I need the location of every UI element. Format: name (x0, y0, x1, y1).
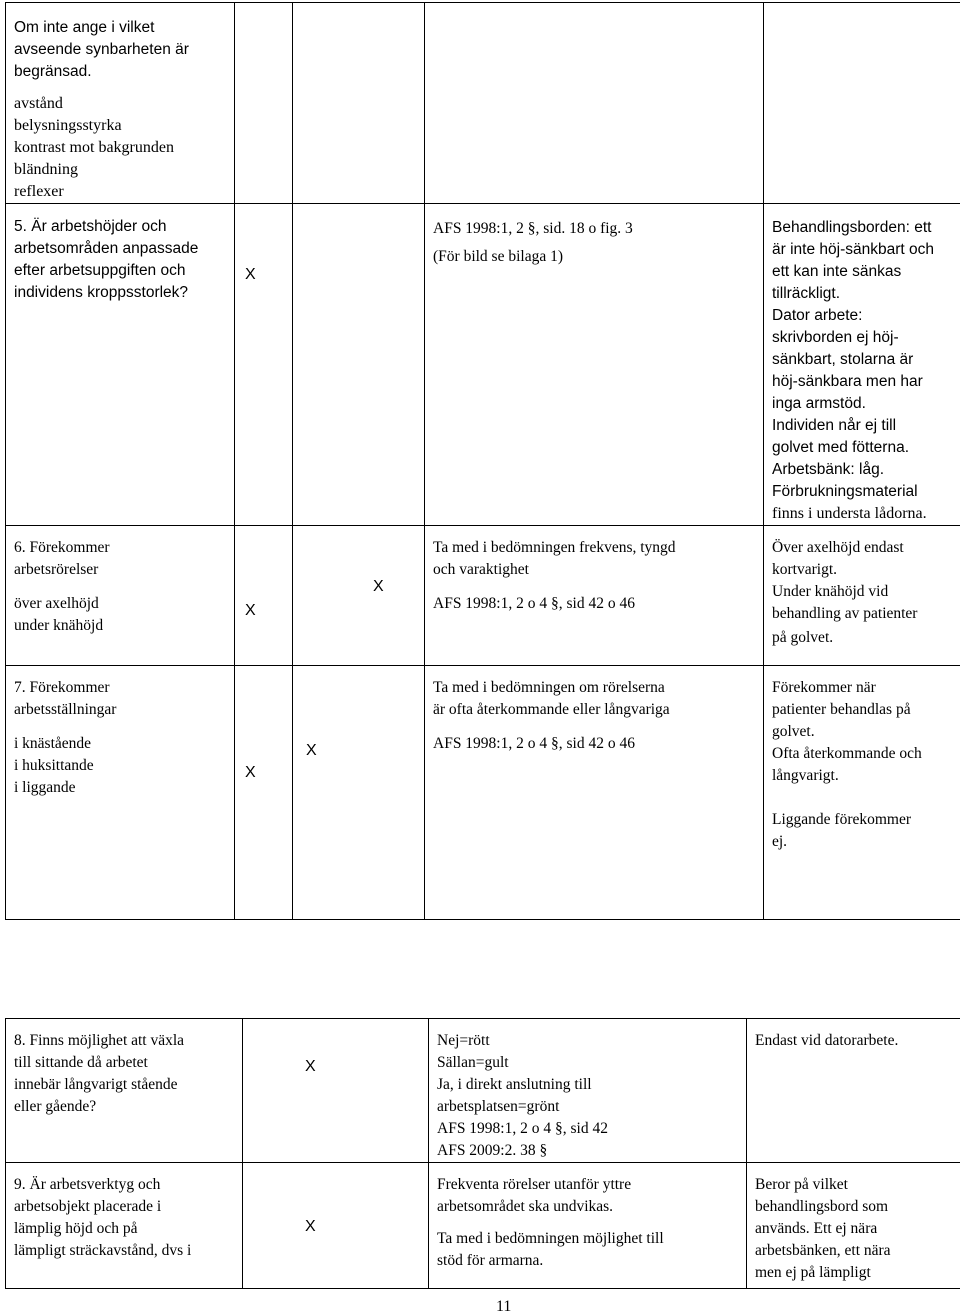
check-mark: X (373, 578, 384, 595)
question-cell-5 (6, 204, 235, 526)
text-line: ej. (772, 833, 788, 850)
mark-cell (243, 1163, 429, 1289)
text-line: arbetsobjekt placerade i (14, 1198, 162, 1215)
empty-cell (764, 3, 960, 204)
table-row-6 (6, 526, 960, 666)
text-line: Om inte ange i vilket (14, 19, 155, 36)
text-line: ett kan inte sänkas (772, 263, 902, 280)
text-line: 6. Förekommer (14, 539, 110, 556)
text-line: 9. Är arbetsverktyg och (14, 1176, 161, 1193)
text-line: arbetsområdet ska undvikas. (437, 1198, 614, 1215)
mark-cell (243, 1019, 429, 1163)
text-line: till sittande då arbetet (14, 1054, 148, 1071)
comment-cell-5 (764, 204, 960, 526)
text-line: golvet. (772, 723, 815, 740)
table-row-9 (6, 1163, 960, 1289)
text-line: Dator arbete: (772, 307, 863, 324)
mark-cell (235, 666, 293, 920)
text-line: långvarigt. (772, 767, 839, 784)
text-line: patienter behandlas på (772, 701, 911, 718)
text-line: Liggande förekommer (772, 811, 912, 828)
text-line: Under knähöjd vid (772, 583, 889, 600)
empty-cell (235, 3, 293, 204)
intro-question-cell (6, 3, 235, 204)
text-line: (För bild se bilaga 1) (433, 248, 564, 265)
comment-cell-8 (747, 1019, 960, 1163)
page-number: 11 (496, 1298, 512, 1315)
text-line: Över axelhöjd endast (772, 539, 904, 556)
text-line: är inte höj-sänkbart och (772, 241, 934, 258)
text-line: 8. Finns möjlighet att växla (14, 1032, 185, 1049)
text-line: sänkbart, stolarna är (772, 351, 914, 368)
text-line: 5. Är arbetshöjder och (14, 218, 167, 235)
mark-cell (293, 526, 425, 666)
assessment-table-2 (5, 1018, 960, 1289)
question-cell-6 (6, 526, 235, 666)
text-line: begränsad. (14, 63, 92, 80)
mark-cell (293, 666, 425, 920)
question-cell-7 (6, 666, 235, 920)
question-cell-9 (6, 1163, 243, 1289)
check-mark: X (305, 1218, 316, 1235)
text-line: Ja, i direkt anslutning till (437, 1076, 592, 1093)
text-line: Frekventa rörelser utanför yttre (437, 1176, 632, 1193)
question-cell-8 (6, 1019, 243, 1163)
text-line: individens kroppsstorlek? (14, 284, 189, 301)
table-row-7 (6, 666, 960, 920)
text-line: Arbetsbänk: låg. (772, 461, 885, 478)
text-line: Ta med i bedömningen möjlighet till (437, 1230, 664, 1247)
text-line: Individen når ej till (772, 417, 897, 434)
text-line: AFS 1998:1, 2 o 4 §, sid 42 (437, 1120, 608, 1137)
text-line: är ofta återkommande eller långvariga (433, 701, 670, 718)
check-mark: X (305, 1058, 316, 1075)
text-line: arbetsområden anpassade (14, 240, 199, 257)
list-item: belysningsstyrka (14, 117, 122, 134)
list-item: reflexer (14, 183, 64, 200)
text-line: lämplig höjd och på (14, 1220, 138, 1237)
check-mark: X (245, 266, 256, 283)
text-line: Endast vid datorarbete. (755, 1032, 899, 1049)
text-line: Behandlingsborden: ett (772, 219, 932, 236)
text-line: arbetsställningar (14, 701, 117, 718)
list-item: kontrast mot bakgrunden (14, 139, 174, 156)
text-line: innebär långvarigt stående (14, 1076, 178, 1093)
empty-cell (293, 3, 425, 204)
empty-cell (293, 204, 425, 526)
reference-cell-6 (425, 526, 764, 666)
table-row-5 (6, 204, 960, 526)
list-item: i huksittande (14, 757, 94, 774)
text-line: Sällan=gult (437, 1054, 509, 1071)
text-line: höj-sänkbara men har (772, 373, 923, 390)
empty-cell (425, 3, 764, 204)
text-line: behandling av patienter (772, 605, 918, 622)
text-line: Förbrukningsmaterial (772, 483, 918, 500)
list-item: i knästående (14, 735, 92, 752)
comment-cell-6 (764, 526, 960, 666)
text-line: Ta med i bedömningen frekvens, tyngd (433, 539, 676, 556)
text-line: Ta med i bedömningen om rörelserna (433, 679, 665, 696)
comment-cell-7 (764, 666, 960, 920)
text-line: men ej på lämpligt (755, 1264, 871, 1281)
text-line: 7. Förekommer (14, 679, 110, 696)
reference-cell-8 (429, 1019, 747, 1163)
text-line: tillräckligt. (772, 285, 841, 302)
text-line: på golvet. (772, 629, 834, 646)
check-mark: X (245, 602, 256, 619)
text-line: skrivborden ej höj- (772, 329, 899, 346)
list-item: avstånd (14, 95, 63, 112)
mark-cell (235, 204, 293, 526)
text-line: och varaktighet (433, 561, 529, 578)
check-mark: X (306, 742, 317, 759)
text-line: efter arbetsuppgiften och (14, 262, 186, 279)
mark-cell (235, 526, 293, 666)
text-line: inga armstöd. (772, 395, 866, 412)
assessment-table-1 (5, 2, 960, 920)
list-item: över axelhöjd (14, 595, 99, 612)
text-line: stöd för armarna. (437, 1252, 544, 1269)
text-line: kortvarigt. (772, 561, 837, 578)
check-mark: X (245, 764, 256, 781)
reference-cell-7 (425, 666, 764, 920)
text-line: AFS 1998:1, 2 o 4 §, sid 42 o 46 (433, 595, 635, 612)
list-item: i liggande (14, 779, 76, 796)
text-line: AFS 1998:1, 2 §, sid. 18 o fig. 3 (433, 220, 633, 237)
text-line: eller gående? (14, 1098, 97, 1115)
reference-cell-5 (425, 204, 764, 526)
text-line: AFS 2009:2. 38 § (437, 1142, 548, 1159)
text-line: Beror på vilket (755, 1176, 848, 1193)
text-line: Förekommer när (772, 679, 876, 696)
table-row-intro (6, 3, 960, 204)
table-row-8 (6, 1019, 960, 1163)
text-line: Ofta återkommande och (772, 745, 922, 762)
text-line: golvet med fötterna. (772, 439, 909, 456)
text-line: arbetsrörelser (14, 561, 99, 578)
text-line: används. Ett ej nära (755, 1220, 878, 1237)
reference-cell-9 (429, 1163, 747, 1289)
text-line: arbetsbänken, ett nära (755, 1242, 891, 1259)
text-line: arbetsplatsen=grönt (437, 1098, 560, 1115)
text-line: AFS 1998:1, 2 o 4 §, sid 42 o 46 (433, 735, 635, 752)
comment-cell-9 (747, 1163, 960, 1289)
list-item: under knähöjd (14, 617, 104, 634)
text-line: avseende synbarheten är (14, 41, 189, 58)
text-line: finns i understa lådorna. (772, 505, 927, 522)
text-line: behandlingsbord som (755, 1198, 889, 1215)
text-line: Nej=rött (437, 1032, 490, 1049)
list-item: bländning (14, 161, 78, 178)
text-line: lämpligt sträckavstånd, dvs i (14, 1242, 192, 1259)
